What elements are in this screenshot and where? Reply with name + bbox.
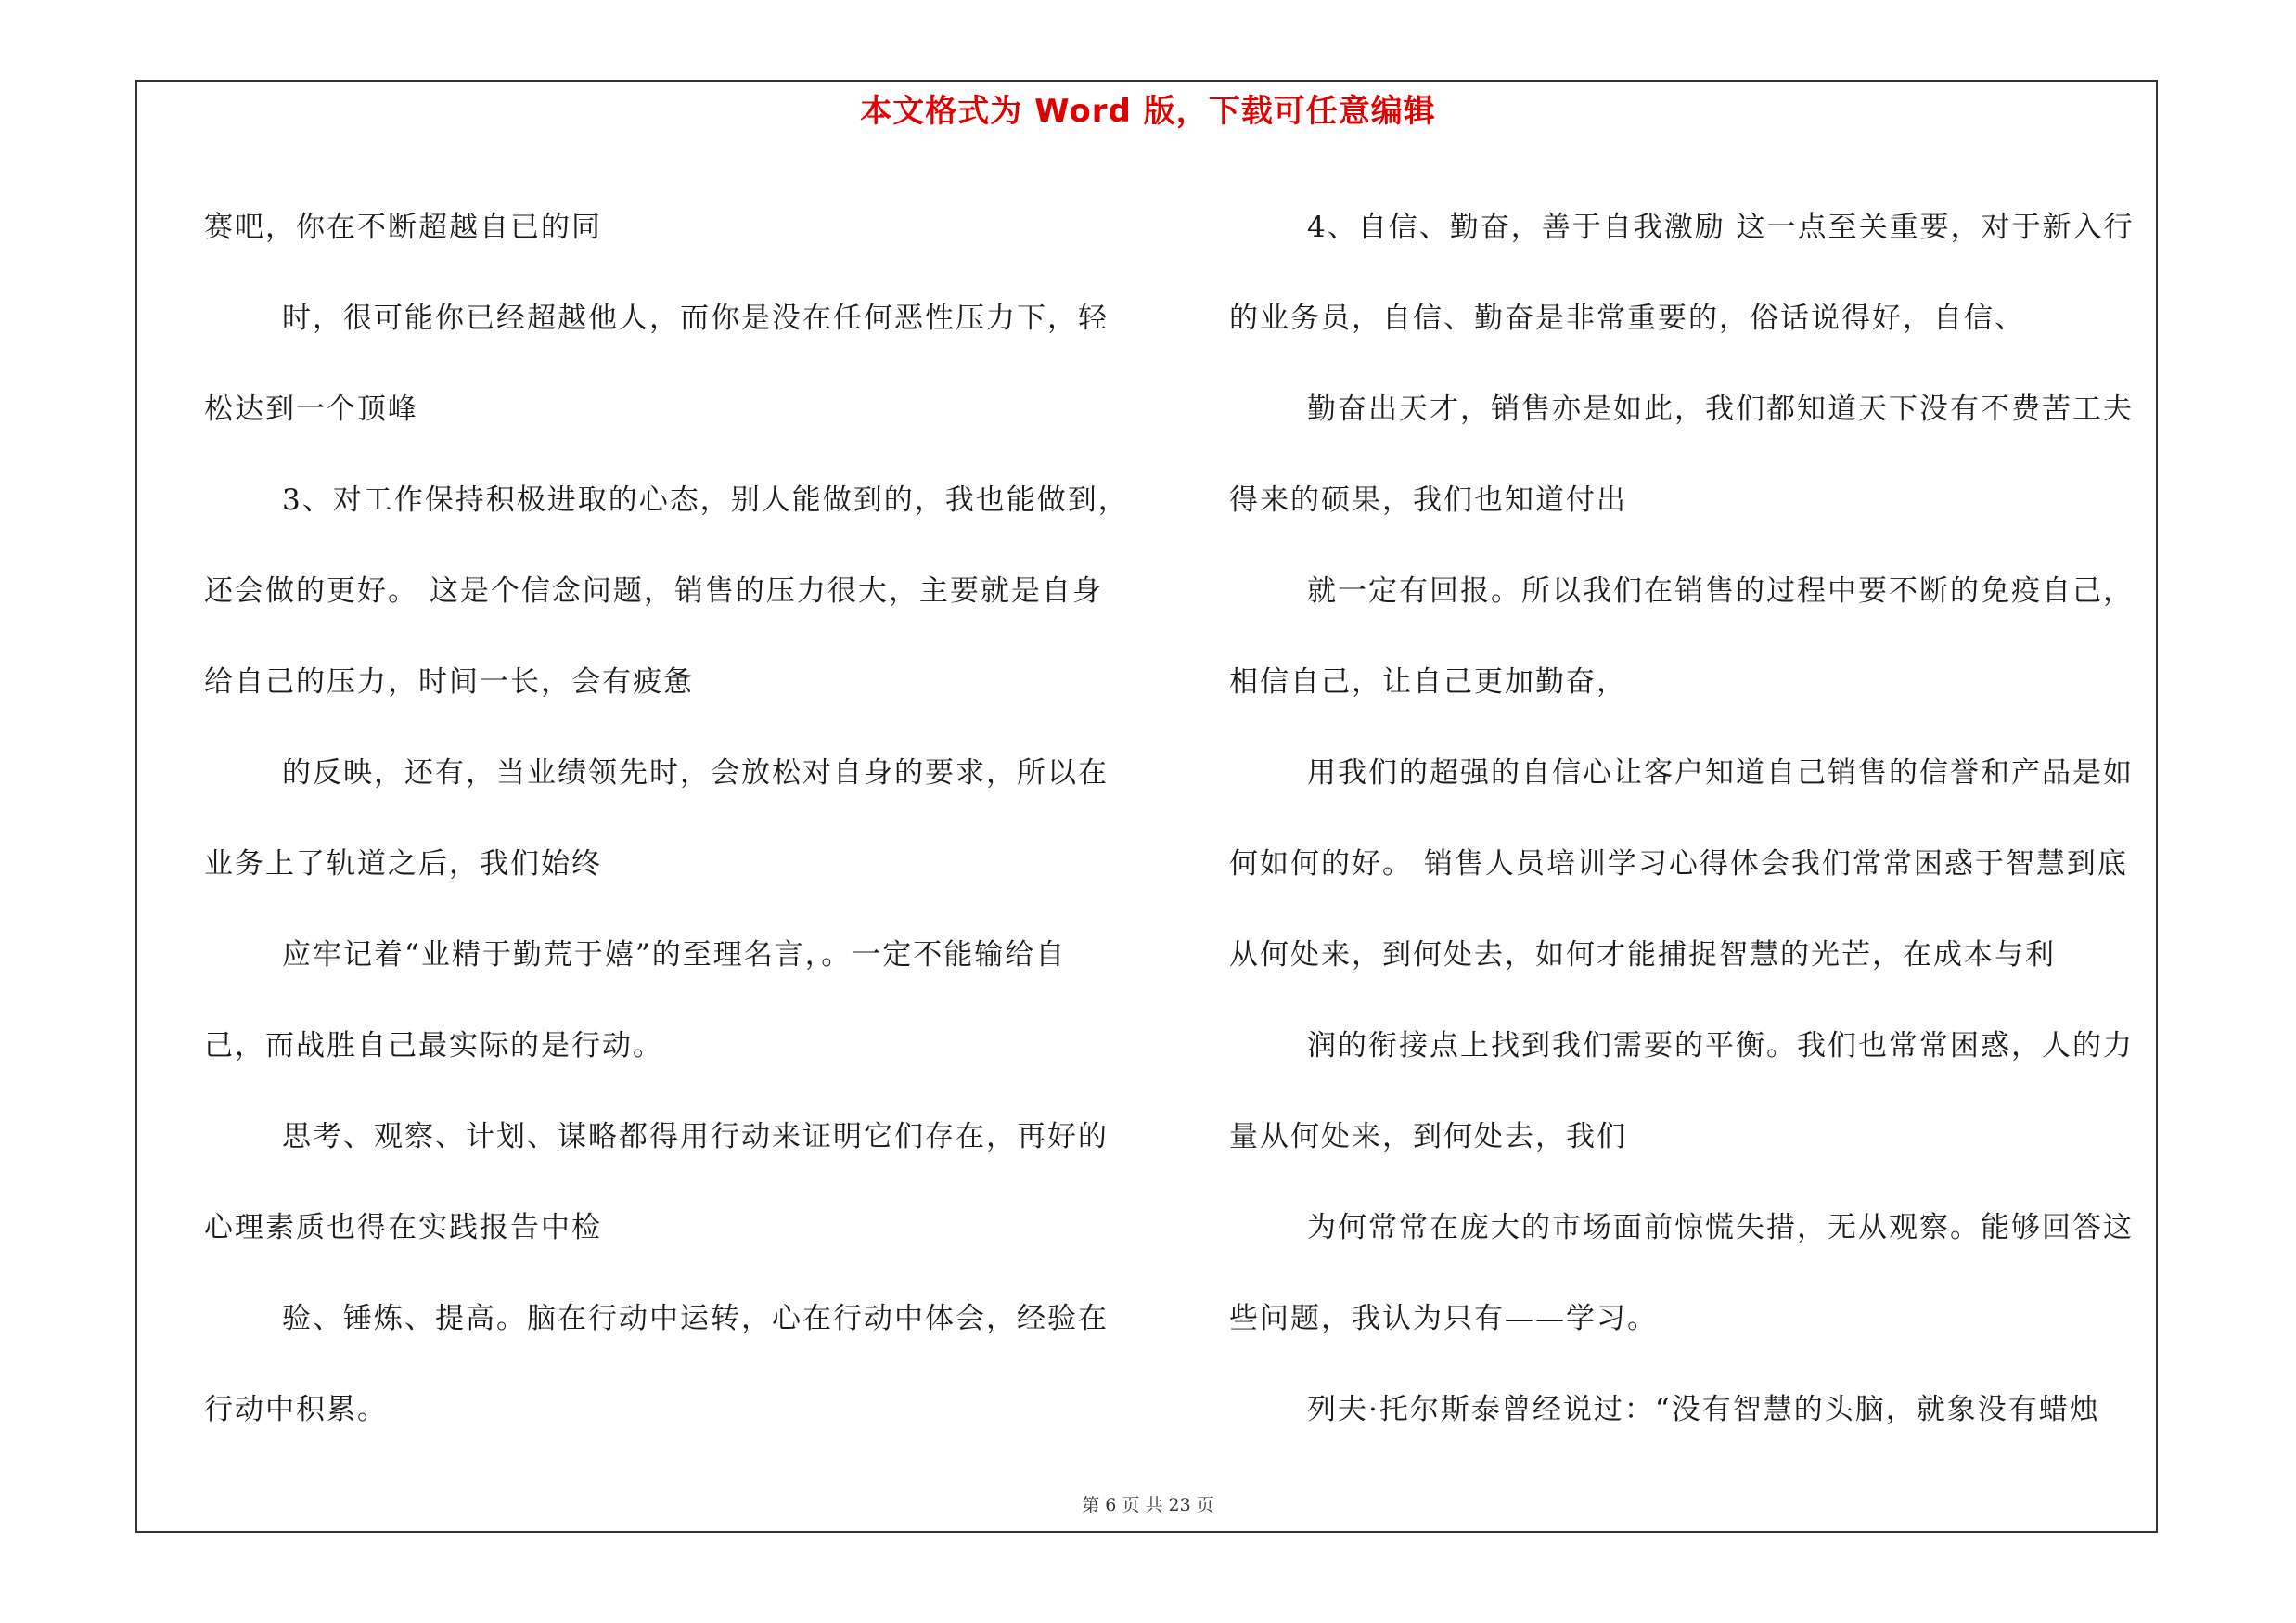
text-line: 己，而战胜自己最实际的是行动。 [204,1029,663,1063]
text-line: 业务上了轨道之后，我们始终 [204,847,602,881]
text-line: 4、自信、勤奋，善于自我激励 这一点至关重要，对于新入行 [1307,211,2135,244]
text-line: 时，很可能你已经超越他人，而你是没在任何恶性压力下，轻 [282,302,1109,335]
word-format-banner: 本文格式为 Word 版，下载可任意编辑 [860,93,1436,130]
text-line: 还会做的更好。 这是个信念问题，销售的压力很大，主要就是自身 [204,574,1103,608]
text-line: 给自己的压力，时间一长，会有疲惫 [204,665,694,699]
text-line: 的反映，还有，当业绩领先时，会放松对自身的要求，所以在 [282,756,1109,790]
text-line: 验、锤炼、提高。脑在行动中运转，心在行动中体会，经验在 [282,1302,1109,1335]
text-line: 相信自己，让自己更加勤奋， [1229,665,1627,699]
text-line: 何如何的好。 销售人员培训学习心得体会我们常常困惑于智慧到底 [1229,847,2128,881]
text-line: 应牢记着“业精于勤荒于嬉”的至理名言，。一定不能输给自 [282,938,1067,972]
text-line: 用我们的超强的自信心让客户知道自己销售的信誉和产品是如 [1307,756,2134,790]
text-line: 勤奋出天才，销售亦是如此，我们都知道天下没有不费苦工夫 [1307,393,2134,426]
text-line: 就一定有回报。所以我们在销售的过程中要不断的免疫自己， [1307,574,2134,608]
text-line: 3、对工作保持积极进取的心态，别人能做到的，我也能做到， [282,483,1129,517]
right-text-column [1229,182,2148,1455]
text-line: 得来的硕果，我们也知道付出 [1229,483,1627,517]
text-line: 为何常常在庞大的市场面前惊慌失措，无从观察。能够回答这 [1307,1211,2134,1244]
text-line: 赛吧，你在不断超越自已的同 [204,211,602,244]
text-line: 量从何处来，到何处去，我们 [1229,1120,1627,1153]
text-line: 从何处来，到何处去，如何才能捕捉智慧的光芒，在成本与利 [1229,938,2056,972]
text-line: 思考、观察、计划、谋略都得用行动来证明它们存在，再好的 [282,1120,1109,1153]
text-line: 松达到一个顶峰 [204,393,418,426]
text-line: 列夫·托尔斯泰曾经说过：“没有智慧的头脑，就象没有蜡烛 [1307,1393,2100,1426]
text-line: 行动中积累。 [204,1393,388,1426]
text-line: 的业务员，自信、勤奋是非常重要的，俗话说得好，自信、 [1229,302,2025,335]
text-line: 些问题，我认为只有——学习。 [1229,1302,1658,1335]
text-line: 润的衔接点上找到我们需要的平衡。我们也常常困惑，人的力 [1307,1029,2134,1063]
left-text-column [204,182,1141,1455]
text-line: 心理素质也得在实践报告中检 [204,1211,602,1244]
page-number-footer: 第 6 页 共 23 页 [1082,1495,1214,1515]
